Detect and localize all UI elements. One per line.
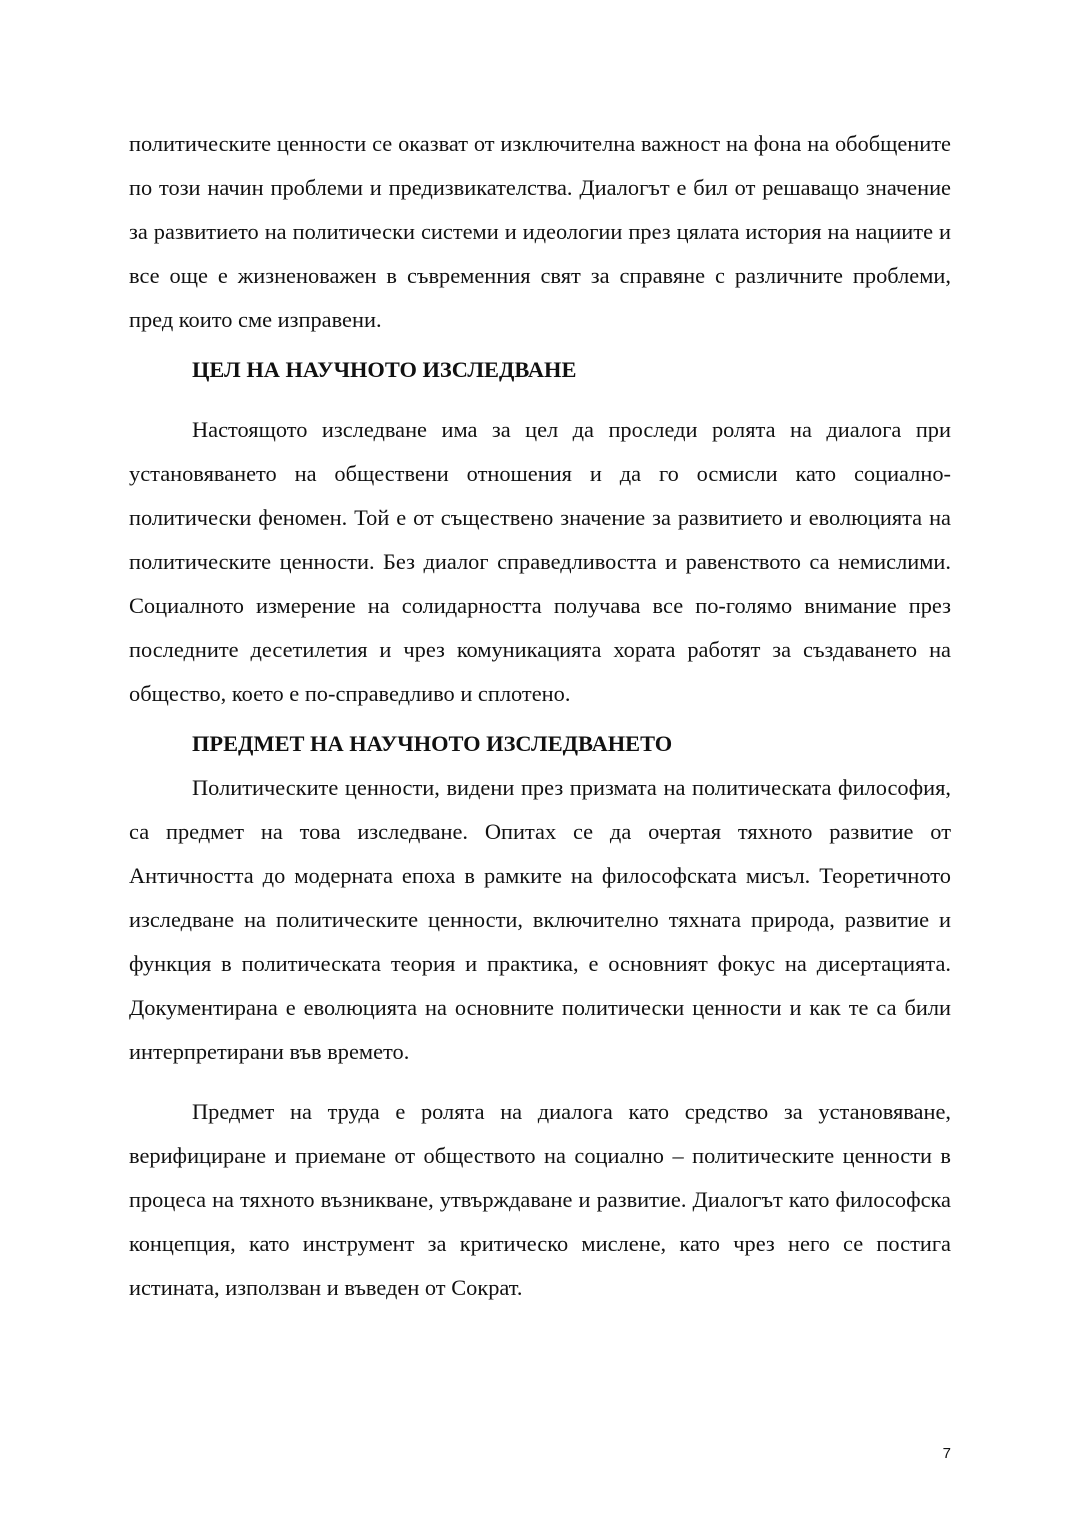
section-heading-goal: ЦЕЛ НА НАУЧНОТО ИЗСЛЕДВАНЕ bbox=[192, 357, 577, 382]
document-page bbox=[129, 122, 951, 1310]
subject-paragraph-1: Политическите ценности, видени през призмата на политическата философия, са предмет на това изследване. Опитах се да очертая тяхното развитие от Античността до модерната епоха в рамките на философската мисъл. Теоретичното изследване на политическите ценности, включително тяхната природа, развитие и функция в политическата теория и практика, е основният фокус на дисертацията. Документирана е еволюцията на основните политически ценности и как те са били интерпретирани във времето. bbox=[129, 775, 951, 1064]
page-number: 7 bbox=[942, 1445, 951, 1462]
intro-paragraph: политическите ценности се оказват от изключителна важност на фона на обобщените по този начин проблеми и предизвикателства. Диалогът е бил от решаващо значение за развитието на политически системи и идеологии през цялата история на нациите и все още е жизненоважен в съвременния свят за справяне с различните проблеми, пред които сме изправени. bbox=[129, 131, 951, 332]
spacer bbox=[129, 392, 951, 408]
spacer bbox=[129, 1074, 951, 1090]
section-heading-subject: ПРЕДМЕТ НА НАУЧНОТО ИЗСЛЕДВАНЕТО bbox=[192, 731, 673, 756]
goal-paragraph: Настоящото изследване има за цел да проследи ролята на диалога при установяването на обществени отношения и да го осмисли като социално-политически феномен. Той е от съществено значение за развитието и еволюцията на политическите ценности. Без диалог справедливостта и равенството са немислими. Социалното измерение на солидарността получава все по-голямо внимание през последните десетилетия и чрез комуникацията хората работят за създаването на общество, което е по-справедливо и сплотено. bbox=[129, 417, 951, 706]
subject-paragraph-2: Предмет на труда е ролята на диалога като средство за установяване, верифициране и приемане от обществото на социално – политическите ценности в процеса на тяхното възникване, утвърждаване и развитие. Диалогът като философска концепция, като инструмент за критическо мислене, като чрез него се постига истината, използван и въведен от Сократ. bbox=[129, 1099, 951, 1300]
